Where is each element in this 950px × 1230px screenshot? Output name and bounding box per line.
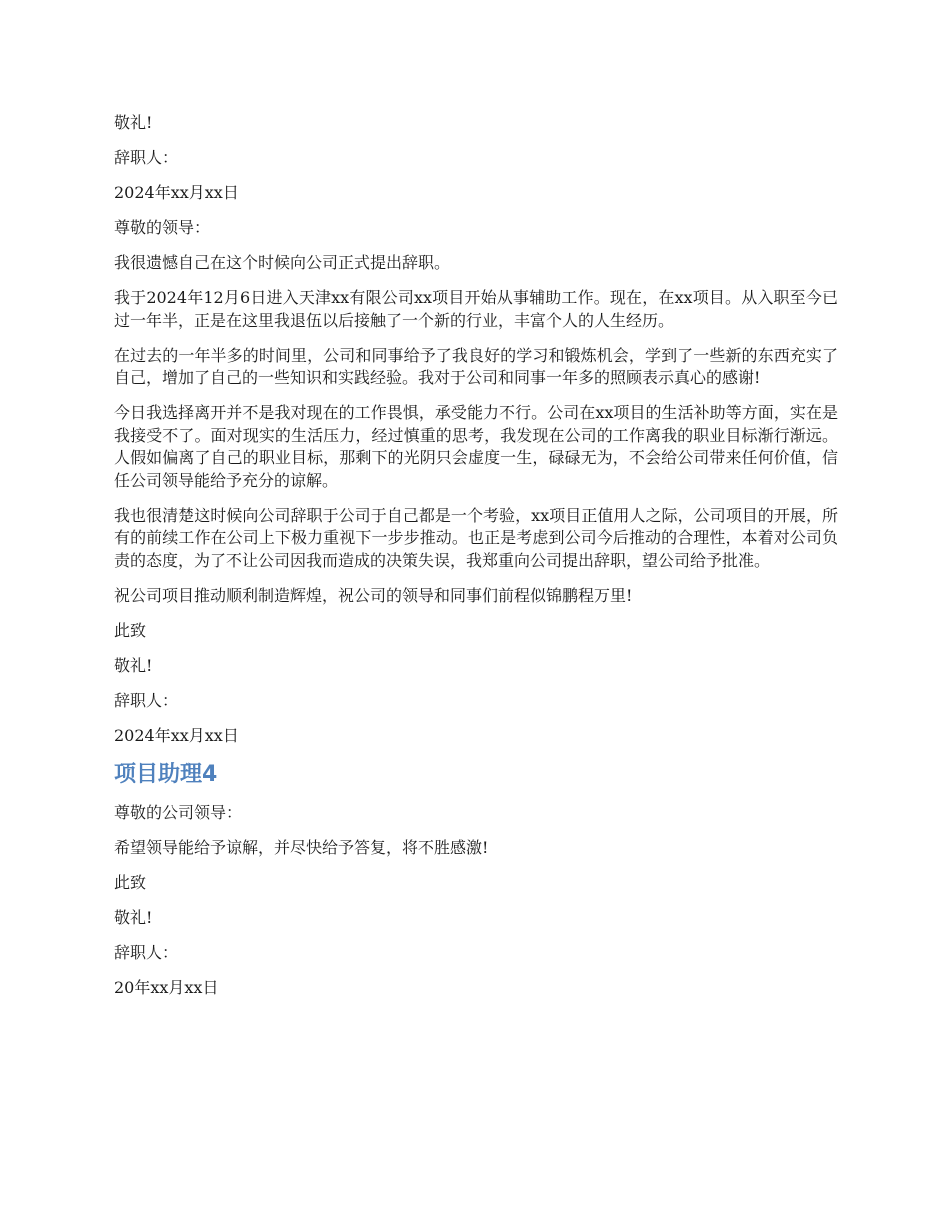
date-line: 2024年xx月xx日 <box>114 725 239 745</box>
closing-phrase: 此致 <box>114 872 147 892</box>
resigner-label: 辞职人： <box>114 148 179 167</box>
closing-phrase: 此致 <box>114 620 147 640</box>
body-paragraph: 祝公司项目推动顺利制造辉煌，祝公司的领导和同事们前程似锦鹏程万里! <box>114 585 633 605</box>
section-heading: 项目助理4 <box>114 761 218 787</box>
closing-salutation: 敬礼! <box>114 655 153 675</box>
resigner-label: 辞职人： <box>114 942 179 962</box>
letter-greeting: 尊敬的领导： <box>114 218 211 237</box>
body-paragraph: 在过去的一年半多的时间里，公司和同事给予了我良好的学习和锻炼机会，学到了一些新的东西充实了自己，增加了自己的一些知识和实践经验。我对于公司和同事一年多的照顾表示真心的感谢! <box>114 345 838 387</box>
body-paragraph: 我于2024年12月6日进入天津xx有限公司xx项目开始从事辅助工作。现在，在xx项目。从入职至今已过一年半，正是在这里我退伍以后接触了一个新的行业，丰富个人的人生经历。 <box>114 288 838 330</box>
date-line: 20年xx月xx日 <box>114 977 219 997</box>
closing-salutation: 敬礼! <box>114 907 153 927</box>
body-paragraph: 希望领导能给予谅解，并尽快给予答复，将不胜感激! <box>114 837 489 857</box>
resigner-label: 辞职人： <box>114 690 179 710</box>
body-paragraph: 今日我选择离开并不是我对现在的工作畏惧，承受能力不行。公司在xx项目的生活补助等方面，实在是我接受不了。面对现实的生活压力，经过慎重的思考，我发现在公司的工作离我的职业目标渐行渐远。人假如偏离了自己的职业目标，那剩下的光阴只会虚度一生，碌碌无为，不会给公司带来任何价值，信任公司领导能给予充分的谅解。 <box>114 403 838 490</box>
closing-salutation: 敬礼! <box>114 113 153 132</box>
document-page <box>114 112 838 1012</box>
date-line: 2024年xx月xx日 <box>114 183 239 202</box>
body-paragraph: 我也很清楚这时候向公司辞职于公司于自己都是一个考验，xx项目正值用人之际，公司项目的开展，所有的前续工作在公司上下极力重视下一步步推动。也正是考虑到公司今后推动的合理性，本着对公司负责的态度，为了不让公司因我而造成的决策失误，我郑重向公司提出辞职，望公司给予批准。 <box>114 505 838 570</box>
body-paragraph: 我很遗憾自己在这个时候向公司正式提出辞职。 <box>114 253 451 272</box>
letter-greeting: 尊敬的公司领导： <box>114 802 243 822</box>
